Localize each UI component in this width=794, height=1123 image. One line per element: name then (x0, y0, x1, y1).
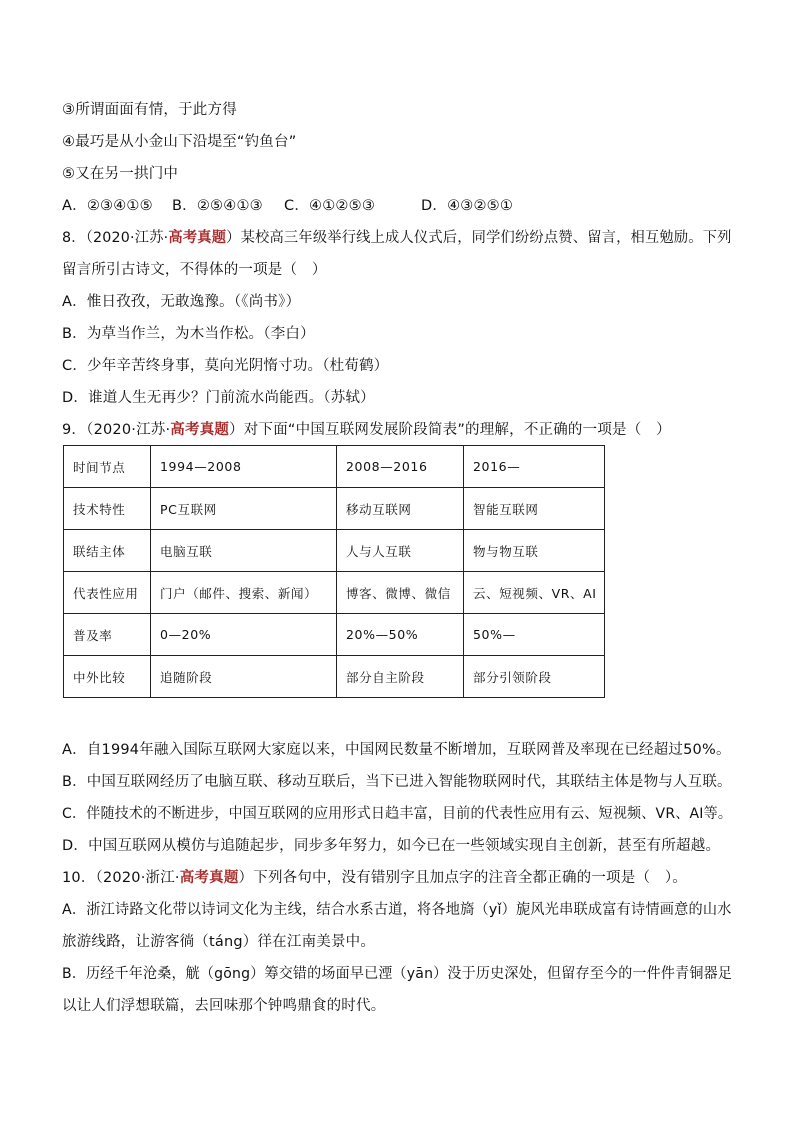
question-7-options (62, 196, 513, 216)
table-cell: 智能互联网 (464, 488, 605, 530)
question-10-option-a: A．浙江诗路文化带以诗词文化为主线，结合水系古道，将各地旖（yǐ）旎风光串联成富有诗情画意的山水 (62, 902, 732, 918)
question-10-stem (62, 868, 687, 888)
source-tag: 高考真题 (179, 870, 239, 886)
table-cell: 联结主体 (64, 530, 151, 572)
question-10-option-b: B．历经千年沧桑，觥（gōng）筹交错的场面早已湮（yān）没于历史深处，但留存至今的一件件青铜器足 (62, 966, 733, 982)
table-cell: 门户（邮件、搜索、新闻） (151, 572, 337, 614)
table-row (64, 656, 605, 698)
table-cell: 中外比较 (64, 656, 151, 698)
table-cell: PC互联网 (151, 488, 337, 530)
question-8-option-c: C．少年辛苦终身事，莫向光阴惰寸功。（杜荀鹤） (62, 358, 389, 374)
table-cell: 0—20% (151, 614, 337, 656)
question-10-option-b-cont: 以让人们浮想联篇，去回味那个钟鸣鼎食的时代。 (62, 998, 386, 1014)
table-cell: 物与物互联 (464, 530, 605, 572)
question-9-option-d: D．中国互联网从模仿与追随起步，同步多年努力，如今已在一些领域实现自主创新，甚至有所超越。 (62, 838, 721, 854)
table-cell: 部分自主阶段 (337, 656, 464, 698)
table-row (64, 488, 605, 530)
table-row (64, 572, 605, 614)
question-9-option-b: B．中国互联网经历了电脑互联、移动互联后，当下已进入智能物联网时代，其联结主体是物与人互联。 (62, 774, 732, 790)
list-item: ⑤又在另一拱门中 (62, 166, 179, 182)
table-cell: 移动互联网 (337, 488, 464, 530)
table-cell: 2008—2016 (337, 446, 464, 488)
question-number: 10．（2020·浙江· (62, 870, 180, 886)
table-cell: 电脑互联 (151, 530, 337, 572)
option-c: C．④①②⑤③ (284, 198, 376, 214)
table-cell: 追随阶段 (151, 656, 337, 698)
question-8-stem (62, 228, 732, 248)
question-8-stem-cont: 留言所引古诗文，不得体的一项是（ ） (62, 262, 327, 278)
list-item: ④最巧是从小金山下沿堤至“钓鱼台” (62, 134, 297, 150)
question-text: ）某校高三年级举行线上成人仪式后，同学们纷纷点赞、留言，相互勉励。下列 (226, 230, 732, 246)
table-cell: 50%— (464, 614, 605, 656)
source-tag: 高考真题 (168, 230, 227, 246)
question-number: 9．（2020·江苏· (62, 422, 171, 438)
question-number: 8．（2020·江苏· (62, 230, 169, 246)
table-cell: 人与人互联 (337, 530, 464, 572)
question-9-option-a: A．自1994年融入国际互联网大家庭以来，中国网民数量不断增加，互联网普及率现在已经超过50%。 (62, 742, 731, 758)
table-cell: 博客、微博、微信 (337, 572, 464, 614)
table-cell: 技术特性 (64, 488, 151, 530)
question-text: ）对下面“中国互联网发展阶段简表”的理解，不正确的一项是（ ） (229, 422, 671, 438)
question-8-option-d: D．谁道人生无再少？门前流水尚能西。（苏轼） (62, 390, 375, 406)
table-cell: 普及率 (64, 614, 151, 656)
table-cell: 部分引领阶段 (464, 656, 605, 698)
question-10-option-a-cont: 旅游线路，让游客徜（táng）徉在江南美景中。 (62, 934, 376, 950)
option-a: A．②③④①⑤ (62, 198, 153, 214)
internet-stages-table (63, 445, 605, 698)
table-cell: 时间节点 (64, 446, 151, 488)
table-row (64, 614, 605, 656)
question-9-option-c: C．伴随技术的不断进步，中国互联网的应用形式日趋丰富，目前的代表性应用有云、短视频、VR、AI等。 (62, 806, 733, 822)
table-cell: 代表性应用 (64, 572, 151, 614)
table-row (64, 530, 605, 572)
table-cell: 云、短视频、VR、AI (464, 572, 605, 614)
question-8-option-a: A．惟日孜孜，无敢逸豫。（《尚书》） (62, 294, 301, 310)
list-item: ③所谓面面有情，于此方得 (62, 102, 237, 118)
option-b: B．②⑤④①③ (172, 198, 263, 214)
table-cell: 2016— (464, 446, 605, 488)
table-cell: 1994—2008 (151, 446, 337, 488)
option-d: D．④③②⑤① (421, 198, 514, 214)
table-row (64, 446, 605, 488)
question-text: ）下列各句中，没有错别字且加点字的注音全都正确的一项是（ ）。 (238, 870, 687, 886)
source-tag: 高考真题 (170, 422, 230, 438)
question-8-option-b: B．为草当作兰，为木当作松。（李白） (62, 326, 315, 342)
question-9-stem (62, 420, 671, 440)
table-cell: 20%—50% (337, 614, 464, 656)
